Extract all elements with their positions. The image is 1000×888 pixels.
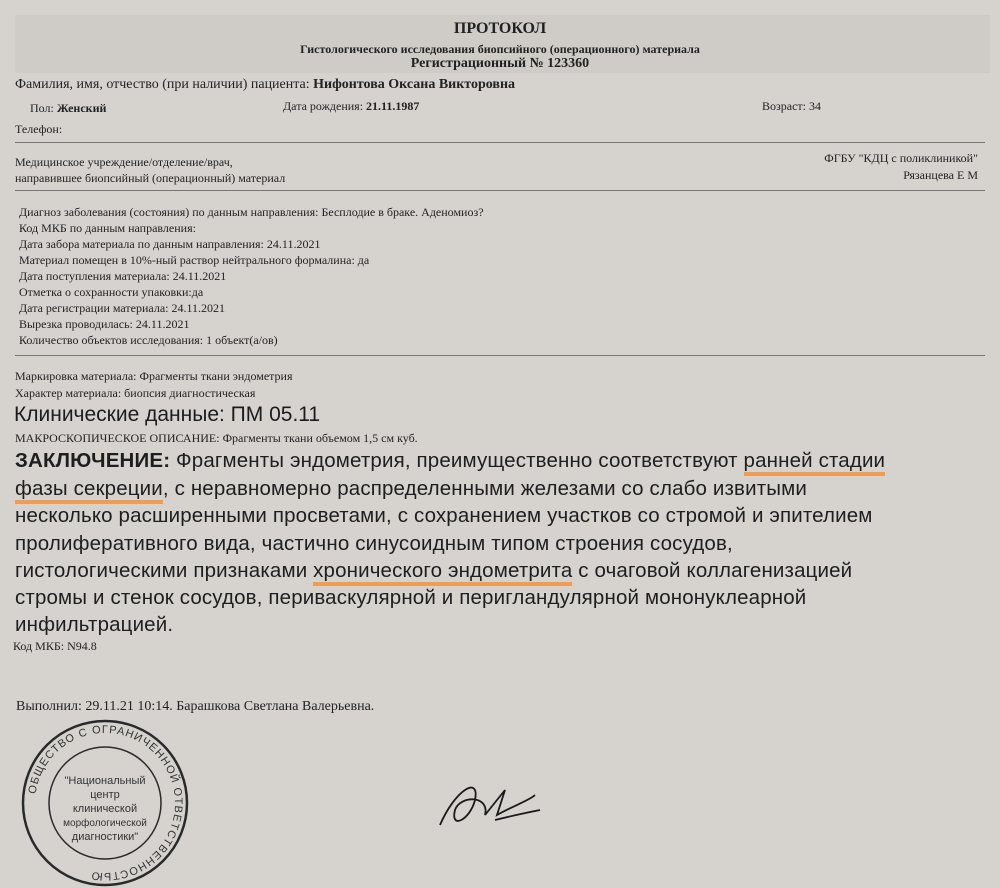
- referrer-label-2: направившее биопсийный (операционный) материал: [15, 171, 286, 185]
- document-subtitle: Гистологического исследования биопсийного (операционного) материала: [300, 42, 700, 56]
- clinical-data: Клинические данные: ПМ 05.11: [14, 403, 321, 426]
- dob-value: 21.11.1987: [366, 99, 420, 113]
- age-field: [762, 99, 821, 114]
- patient-name: Нифонтова Оксана Викторовна: [313, 77, 516, 92]
- svg-text:клинической: клинической: [72, 803, 138, 815]
- detail-diagnosis: Диагноз заболевания (состояния) по данным направления: Бесплодие в браке. Аденомиоз?: [19, 205, 484, 219]
- conclusion-line: несколько расширенными просветами, с сохранением участков со стромой и эпителием: [15, 504, 873, 527]
- conclusion-text: Фрагменты эндометрия, преимущественно соответствуют: [170, 449, 744, 472]
- conclusion-label: ЗАКЛЮЧЕНИЕ:: [15, 449, 171, 472]
- document-title: ПРОТОКОЛ: [453, 20, 547, 37]
- detail-registration-date: Дата регистрации материала: 24.11.2021: [19, 301, 226, 315]
- svg-text:морфологической: морфологической: [63, 818, 147, 829]
- detail-collection-date: Дата забора материала по данным направления: 24.11.2021: [19, 237, 321, 251]
- highlight-early-stage: ранней стадии: [744, 449, 886, 476]
- conclusion-line: инфильтрацией.: [15, 613, 174, 636]
- svg-text:ОБЩЕСТВО С ОГРАНИЧЕННОЙ ОТВЕТС: ОБЩЕСТВО С ОГРАНИЧЕННОЙ ОТВЕТСТВЕННОСТЬЮ: [26, 723, 185, 883]
- registration-number: Регистрационный № 123360: [410, 56, 590, 71]
- conclusion-line: [15, 559, 852, 583]
- material-character: Характер материала: биопсия диагностическая: [15, 386, 256, 400]
- detail-object-count: Количество объектов исследования: 1 объект(а/ов): [19, 333, 278, 347]
- organization-stamp: [20, 718, 190, 888]
- icd-code: Код МКБ: N94.8: [13, 639, 97, 653]
- conclusion-line: стромы и стенок сосудов, периваскулярной и перигландулярной мононуклеарной: [15, 586, 807, 609]
- sex-value: Женский: [56, 101, 107, 115]
- highlight-chronic-endometritis: хронического эндометрита: [313, 559, 572, 586]
- conclusion-text: , с неравномерно распределенными железами со слабо извитыми: [162, 477, 807, 500]
- material-marking: Маркировка материала: Фрагменты ткани эндометрия: [15, 369, 293, 383]
- conclusion-text: гистологическими признаками: [15, 559, 314, 582]
- conclusion-line: пролиферативного вида, частично синусоидным типом строения сосудов,: [15, 532, 733, 555]
- divider: [15, 355, 985, 356]
- svg-text:"Национальный: "Национальный: [64, 775, 146, 787]
- conclusion-line: [15, 449, 885, 473]
- referrer-label-1: Медицинское учреждение/отделение/врач,: [15, 155, 233, 169]
- patient-name-label: Фамилия, имя, отчество (при наличии) пациента:: [15, 77, 310, 92]
- dob-label: Дата рождения:: [283, 99, 364, 113]
- highlight-secretion-phase: фазы секреции: [15, 477, 163, 504]
- svg-text:диагностики": диагностики": [71, 831, 139, 843]
- divider: [15, 190, 985, 191]
- conclusion-text: с очаговой коллагенизацией: [572, 559, 853, 582]
- referrer-institution: ФГБУ "КДЦ с поликлиникой": [824, 151, 978, 165]
- detail-package: Отметка о сохранности упаковки:да: [19, 285, 204, 299]
- detail-icd-referral: Код МКБ по данным направления:: [19, 221, 196, 235]
- performed-by: Выполнил: 29.11.21 10:14. Барашкова Светлана Валерьевна.: [16, 699, 375, 714]
- detail-formalin: Материал помещен в 10%-ный раствор нейтрального формалина: да: [19, 253, 370, 267]
- sex-label: Пол:: [30, 101, 54, 115]
- macro-description: МАКРОСКОПИЧЕСКОЕ ОПИСАНИЕ: Фрагменты ткани объемом 1,5 см куб.: [15, 431, 418, 445]
- detail-receipt-date: Дата поступления материала: 24.11.2021: [19, 269, 227, 283]
- sex-field: [30, 101, 106, 116]
- age-value: 34: [808, 99, 821, 113]
- referrer-doctor: Рязанцева Е М: [903, 168, 978, 182]
- patient-name-row: [15, 77, 515, 93]
- conclusion-line: [15, 477, 807, 501]
- phone-label: Телефон:: [15, 122, 63, 136]
- divider: [15, 142, 985, 143]
- dob-field: [283, 99, 419, 114]
- age-label: Возраст:: [762, 99, 806, 113]
- detail-cutting-date: Вырезка проводилась: 24.11.2021: [19, 317, 190, 331]
- signature: [435, 770, 545, 840]
- svg-text:центр: центр: [90, 789, 120, 801]
